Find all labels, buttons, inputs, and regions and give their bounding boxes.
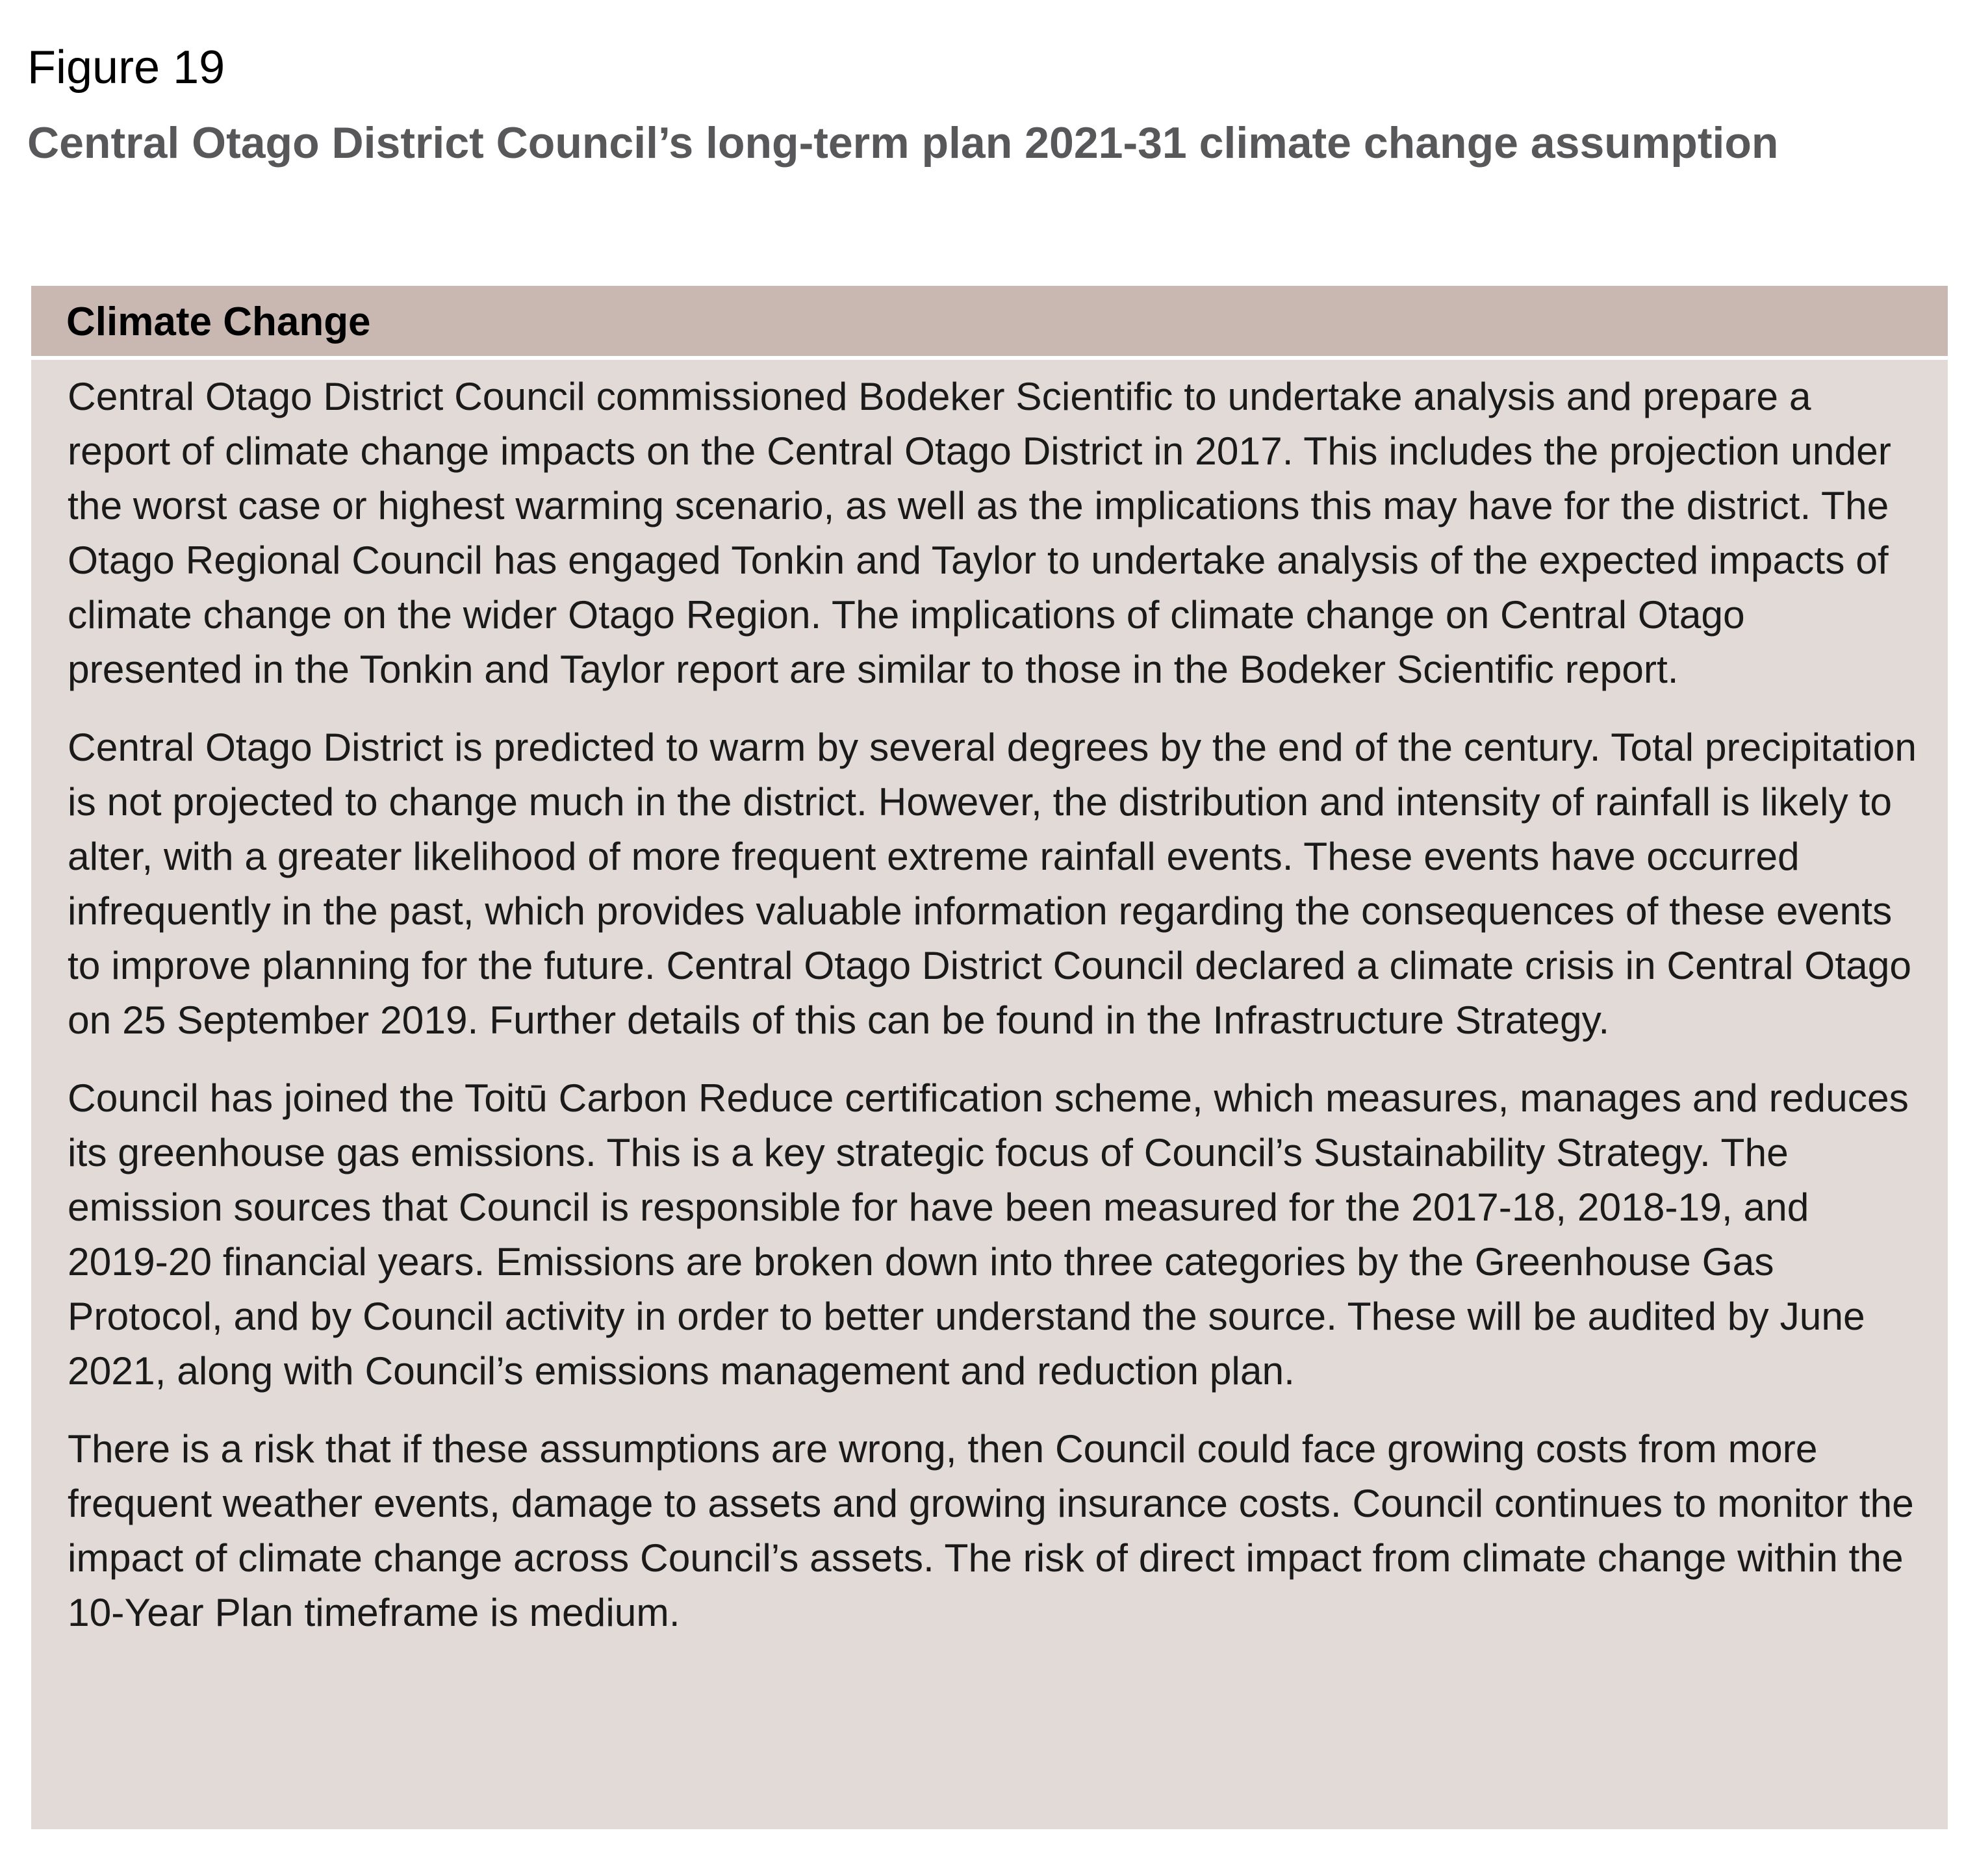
climate-change-box	[31, 286, 1948, 1829]
figure-label: Figure 19	[27, 42, 225, 94]
figure-title: Central Otago District Council’s long-term plan 2021-31 climate change assumption	[27, 118, 1779, 168]
paragraph-emissions-certification: Council has joined the Toitū Carbon Reduce certification scheme, which measures, manages and reduces its greenhouse gas emissions. This is a key strategic focus of Council’s Sustainability Strategy. The emission sources that Council is responsible for have been measured for the 2017-18, 2018-19, and 2019-20 financial years. Emissions are broken down into three categories by the Greenhouse Gas Protocol, and by Council activity in order to better understand the source. These will be audited by June 2021, along with Council’s emissions management and reduction plan.	[68, 1076, 1909, 1393]
paragraph-risk: There is a risk that if these assumptions are wrong, then Council could face growing costs from more frequent weather events, damage to assets and growing insurance costs. Council continues to monitor the impact of climate change across Council’s assets. The risk of direct impact from climate change within the 10-Year Plan timeframe is medium.	[68, 1426, 1914, 1634]
box-heading: Climate Change	[66, 299, 371, 344]
paragraph-commissioned-analysis: Central Otago District Council commissioned Bodeker Scientific to undertake analysis and prepare a report of climate change impacts on the Central Otago District in 2017. This includes the projection under the worst case or highest warming scenario, as well as the implications this may have for the district. The Otago Regional Council has engaged Tonkin and Taylor to undertake analysis of the expected impacts of climate change on the wider Otago Region. The implications of climate change on Central Otago presented in the Tonkin and Taylor report are similar to those in the Bodeker Scientific report.	[68, 374, 1891, 691]
box-header	[31, 286, 1948, 360]
box-body	[68, 369, 1919, 1663]
paragraph-predicted-warming: Central Otago District is predicted to warm by several degrees by the end of the century. Total precipitation is not projected to change much in the district. However, the distribution and intensity of rainfall is likely to alter, with a greater likelihood of more frequent extreme rainfall events. These events have occurred infrequently in the past, which provides valuable information regarding the consequences of these events to improve planning for the future. Central Otago District Council declared a climate crisis in Central Otago on 25 September 2019. Further details of this can be found in the Infrastructure Strategy.	[68, 725, 1917, 1042]
